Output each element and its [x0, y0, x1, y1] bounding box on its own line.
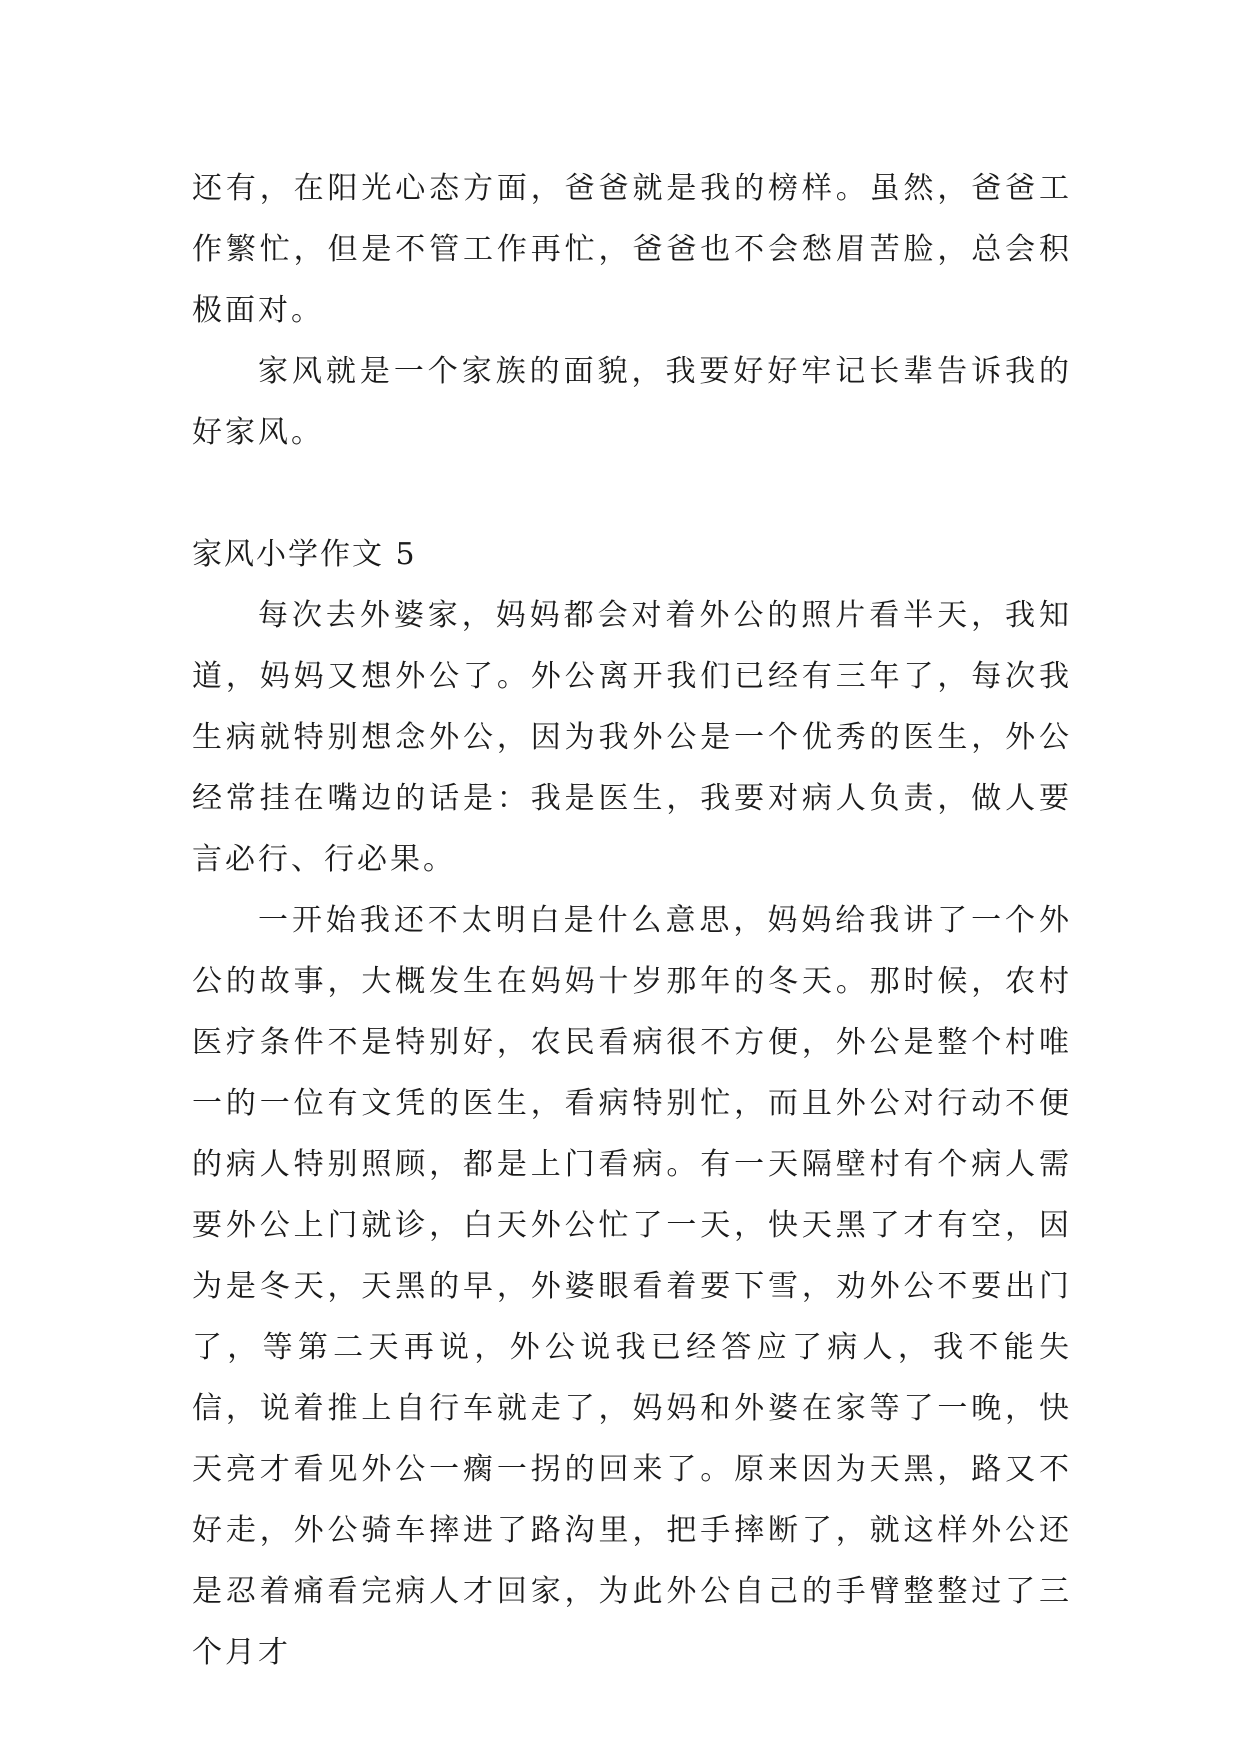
paragraph-sunny-attitude: 还有，在阳光心态方面，爸爸就是我的榜样。虽然，爸爸工作繁忙，但是不管工作再忙，爸爸也不会愁眉苦脸，总会积极面对。: [192, 171, 1072, 328]
document-body: [192, 158, 1072, 1683]
paragraph-family-style-conclusion: 家风就是一个家族的面貌，我要好好牢记长辈告诉我的好家风。: [192, 354, 1072, 450]
paragraph-grandfather-story: 一开始我还不太明白是什么意思，妈妈给我讲了一个外公的故事，大概发生在妈妈十岁那年的冬天。那时候，农村医疗条件不是特别好，农民看病很不方便，外公是整个村唯一的一位有文凭的医生，看病特别忙，而且外公对行动不便的病人特别照顾，都是上门看病。有一天隔壁村有个病人需要外公上门就诊，白天外公忙了一天，快天黑了才有空，因为是冬天，天黑的早，外婆眼看着要下雪，劝外公不要出门了，等第二天再说，外公说我已经答应了病人，我不能失信，说着推上自行车就走了，妈妈和外婆在家等了一晚，快天亮才看见外公一瘸一拐的回来了。原来因为天黑，路又不好走，外公骑车摔进了路沟里，把手摔断了，就这样外公还是忍着痛看完病人才回家，为此外公自己的手臂整整过了三个月才: [192, 903, 1072, 1670]
section-heading: 家风小学作文 5: [192, 537, 417, 572]
paragraph-grandfather-intro: 每次去外婆家，妈妈都会对着外公的照片看半天，我知道，妈妈又想外公了。外公离开我们已经有三年了，每次我生病就特别想念外公，因为我外公是一个优秀的医生，外公经常挂在嘴边的话是：我是医生，我要对病人负责，做人要言必行、行必果。: [192, 598, 1072, 877]
